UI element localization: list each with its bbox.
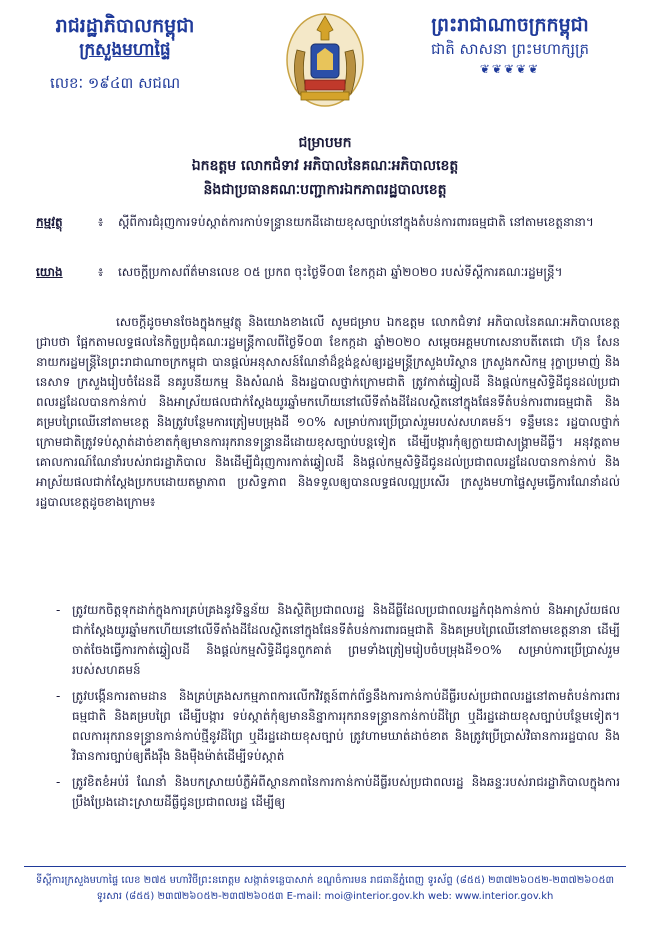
list-item (56, 772, 620, 812)
subject-label: កម្មវត្ថុ (36, 215, 63, 229)
subject-row (36, 212, 616, 233)
kingdom-name: ព្រះរាជាណាចក្រកម្ពុជា (431, 14, 589, 36)
ornament-divider: ❦❦❦❦❦ (479, 62, 541, 76)
salutation: ជម្រាបមក (298, 135, 352, 151)
list-item (56, 686, 620, 766)
footer-fax-email-web: ទូរសារ (៨៥៥) ២៣៧២៦០៥២-២៣៧២៦០៥៣ E-mail: moi@interior.gov.kh web: www.interior.gov.kh (96, 891, 554, 902)
list-item-text: ត្រូវយកចិត្តទុកដាក់ក្នុងការគ្រប់គ្រងនូវទិន្នន័យ និងស្ថិតិប្រជាពលរដ្ឋ និងដីធ្លីដែលប្រជាពលរដ្ឋកំពុងកាន់កាប់ និងអាស្រ័យផលជាក់ស្តែងយូរឆ្នាំមកហើយនៅលើទីតាំងដីដែលស្ថិតនៅក្នុងផែនទីតំបន់ការពារធម្មជាតិ និងគម្របព្រៃឈើនៅតាមខេត្តនានា ដើម្បីចាត់ចែងធ្វើការកាត់ឆ្វៀលដី និងផ្តល់កម្មសិទ្ធិដីជូនពួកគាត់ ព្រមទាំងត្រៀមរៀបចំបម្រុងដី១០% សម្រាប់ការប្រើប្រាស់រួមរបស់សហគមន៍ (72, 603, 620, 677)
body-paragraph: សេចក្តីដូចមានចែងក្នុងកម្មវត្ថុ និងយោងខាងលើ សូមជម្រាប ឯកឧត្តម លោកជំទាវ អភិបាលនៃគណៈអភិបាលខេត្ត ជ្រាបថា ផ្អែកតាមលទ្ធផលនៃកិច្ចប្រជុំគណៈរដ្ឋមន្ត្រីកាលពីថ្ងៃទី០៣ ខែកក្កដា ឆ្នាំ២០២០ សម្តេចអគ្គមហាសេនាបតីតេជោ ហ៊ុន សែន នាយករដ្ឋមន្ត្រីនៃព្រះរាជាណាចក្រកម្ពុជា បានផ្តល់អនុសាសន៍ណែនាំដ៏ខ្ពង់ខ្ពស់ឲ្យរដ្ឋមន្ត្រីក្រសួងបរិស្ថាន ក្រសួងកសិកម្ម រុក្ខាប្រមាញ់ និងនេសាទ ក្រសួងរៀបចំដែនដី នគរូបនីយកម្ម និងសំណង់ និងរដ្ឋបាលថ្នាក់ក្រោមជាតិ ត្រូវកាត់ឆ្វៀលដី និងផ្តល់កម្មសិទ្ធិដីជូនដល់ប្រជាពលរដ្ឋដែលបានកាន់កាប់ និងអាស្រ័យផលជាក់ស្តែងយូរឆ្នាំមកហើយនៅលើទីតាំងដីដែលស្ថិតនៅក្នុងផែនទីតំបន់ការពារធម្មជាតិ និងគម្របព្រៃឈើនៅតាមខេត្ត និងត្រូវបន្ថែមការត្រៀមបម្រុងដី ១០% សម្រាប់ការប្រើប្រាស់រួមរបស់សហគមន៍។ ទន្ទឹមនេះ រដ្ឋបាលថ្នាក់ក្រោមជាតិត្រូវទប់ស្កាត់ដាច់ខាតកុំឲ្យមានការរុករានទន្ទ្រានដីដោយខុសច្បាប់បន្តទៀត ដើម្បីបង្ការកុំឲ្យក្លាយជាសង្គ្រាមដីធ្លី។ អនុវត្តតាមគោលការណ៍ណែនាំរបស់រាជរដ្ឋាភិបាល និងដើម្បីជំរុញការកាត់ឆ្វៀលដី និងផ្តល់កម្មសិទ្ធិដីជូនដល់ប្រជាពលរដ្ឋដែលបានកាន់កាប់ និងអាស្រ័យផលជាក់ស្តែងប្រកបដោយតម្លាភាព ប្រសិទ្ធភាព និងទទួលឲ្យបានលទ្ធផលល្អប្រសើរ ក្រសួងមហាផ្ទៃសូមធ្វើការណែនាំដល់រដ្ឋបាលខេត្តដូចខាងក្រោម៖ (36, 315, 620, 509)
ministry-name: ក្រសួងមហាផ្ទៃ (79, 40, 171, 60)
footer-contact (24, 866, 626, 905)
reference-row (36, 262, 616, 283)
reference-colon: ៖ (98, 265, 104, 279)
instruction-list (56, 600, 620, 818)
addressee-block (0, 132, 650, 202)
addressee-title: ឯកឧត្តម លោកជំទាវ អភិបាលនៃគណៈអភិបាលខេត្ត (191, 158, 459, 174)
royal-arms-emblem (283, 10, 367, 110)
bullet-dash: - (56, 689, 61, 703)
list-item-text: ត្រូវបង្កើនការតាមដាន និងគ្រប់គ្រងសកម្មភាពការលើកវិវត្តន៍ពាក់ព័ន្ធនឹងការកាន់កាប់ដីធ្លីរបស់ប្រជាពលរដ្ឋនៅតាមតំបន់ការពារធម្មជាតិ និងគម្របព្រៃ ដើម្បីបង្ការ ទប់ស្កាត់កុំឲ្យមាននិន្នាការរុករានទន្ទ្រានកាន់កាប់ដីព្រៃ ឬដីរដ្ឋដោយខុសច្បាប់បន្ថែមទៀត។ ពលការរុករានទន្ទ្រានកាន់កាប់ថ្មីនូវដីព្រៃ ឬដីរដ្ឋដោយខុសច្បាប់ ត្រូវហាមឃាត់ដាច់ខាត និងត្រូវប្រើប្រាស់វិធានការរដ្ឋបាល និងវិធានការច្បាប់ឲ្យតឹងរ៉ឹង និងម៉ឺងម៉ាត់ដើម្បីទប់ស្កាត់ (72, 689, 620, 763)
subject-colon: ៖ (98, 215, 104, 229)
reference-number: លេខៈ ១៩៤៣ សជណ (50, 74, 181, 92)
list-item-text: ត្រូវខិតខំអប់រំ ណែនាំ និងបកស្រាយបំភ្លឺអំពីស្ថានភាពនៃការកាន់កាប់ដីធ្លីរបស់ប្រជាពលរដ្ឋ និងឆន្ទៈរបស់រាជរដ្ឋាភិបាលក្នុងការប្រឹងប្រែងដោះស្រាយដីធ្លីជូនប្រជាពលរដ្ឋ ដើម្បីឲ្យ (72, 775, 620, 809)
reference-text: សេចក្តីប្រកាសព័ត៌មានលេខ ០៥ ប្រកព ចុះថ្ងៃទី០៣ ខែកក្កដា ឆ្នាំ២០២០ របស់ទីស្តីការគណៈរដ្ឋមន្ត្រី។ (118, 265, 563, 279)
bullet-dash: - (56, 775, 61, 789)
list-item (56, 600, 620, 680)
footer-address: ទីស្តីការក្រសួងមហាផ្ទៃ លេខ ២៧៥ មហាវិថីព្រះនរោត្តម សង្កាត់ទន្លេបាសាក់ ខណ្ឌចំការមន រាជធានីភ្នំពេញ ទូរស័ព្ទ (៨៥៥) ២៣៧២៦០៥២-២៣៧២៦០៥៣ (35, 875, 615, 886)
bullet-dash: - (56, 603, 61, 617)
addressee-role: និងជាប្រធានគណៈបញ្ជាការឯកភាពរដ្ឋបាលខេត្ត (203, 182, 447, 198)
national-motto: ជាតិ សាសនា ព្រះមហាក្សត្រ (430, 40, 590, 58)
ministry-header (40, 14, 210, 96)
subject-text: ស្តីពីការជំរុញការទប់ស្កាត់ការកាប់ទន្ទ្រានយកដីដោយខុសច្បាប់នៅក្នុងតំបន់ការពារធម្មជាតិ នៅតាមខេត្តនានា។ (118, 215, 594, 229)
kingdom-header (410, 12, 610, 76)
government-name: រាជរដ្ឋាភិបាលកម្ពុជា (55, 15, 195, 37)
reference-label: យោង (36, 265, 63, 279)
